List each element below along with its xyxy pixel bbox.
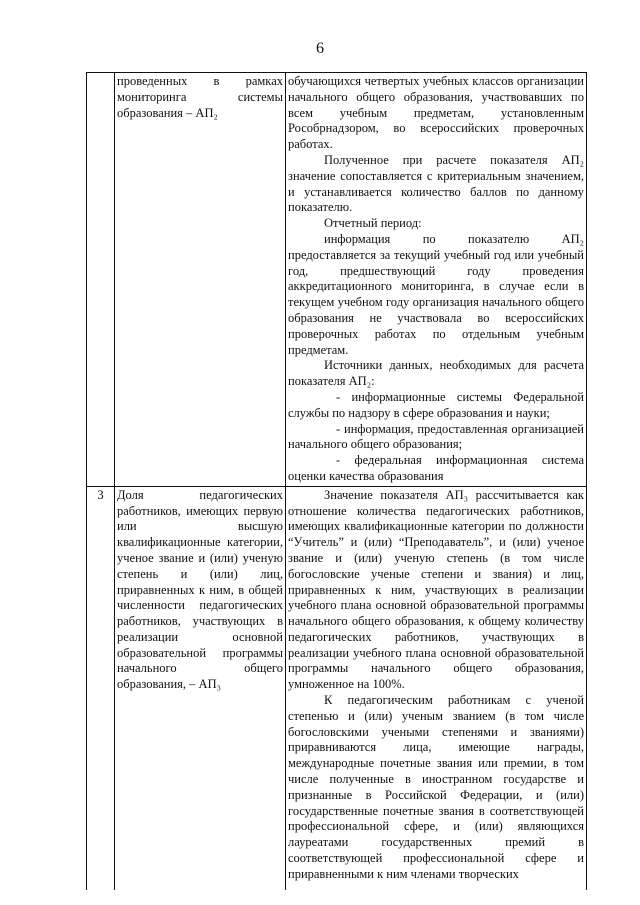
- list-item: - информация, предоставленная организацией начального общего образования;: [288, 421, 584, 452]
- row-number: [87, 73, 115, 487]
- paragraph: информация по показателю АП₂ предоставляется за текущий учебный год или учебный год, предшествующий году проведения аккредитационного мониторинга, в случае если в текущем учебном году организация начального общего образования не участвовала во всероссийских проверочных работах по отдельным учебным предметам.: [288, 231, 584, 357]
- indicator-description: [286, 486, 587, 890]
- page-number: 6: [316, 40, 324, 57]
- list-item: - федеральная информационная система оценки качества образования: [288, 453, 584, 483]
- indicator-name: Доля педагогических работников, имеющих первую или высшую квалификационные категории, ученое звание и (или) ученую степень и (или) лиц, приравненных к ним, в общей численности педагогических работников, участвующих в реализации основной образовательной программы начального общего образования, – АП₃: [115, 486, 286, 890]
- indicator-description: [286, 73, 587, 487]
- row-number: 3: [87, 486, 115, 890]
- indicator-name: проведенных в рамках мониторинга системы образования – АП₂: [115, 73, 286, 487]
- table-row: [87, 486, 587, 890]
- paragraph: обучающихся четвертых учебных классов организации начального общего образования, участвовавших по всем учебным предметам, установленным Рособрнадзором, во всероссийских проверочных работах.: [288, 74, 584, 152]
- table-row: [87, 73, 587, 487]
- indicators-table: [86, 72, 587, 890]
- paragraph: Полученное при расчете показателя АП₂ значение сопоставляется с критериальным значением, и устанавливается количество баллов по данному показателю.: [288, 152, 584, 215]
- list-item: - информационные системы Федеральной службы по надзору в сфере образования и науки;: [288, 389, 584, 420]
- paragraph: Отчетный период:: [324, 216, 422, 231]
- paragraph: Источники данных, необходимых для расчета показателя АП₂:: [288, 358, 584, 389]
- paragraph: Значение показателя АП₃ рассчитывается как отношение количества педагогических работников, имеющих квалификационные категории по должности “Учитель” и (или) “Преподаватель”, и (или) ученое звание и (или) ученую степень (в том числе богословские ученые степени и звания) и лиц, приравненных к ним, участвующих в реализации учебного плана основной образовательной программы начального общего образования, к общему количеству педагогических работников, участвующих в реализации учебного плана основной образовательной программы начального общего образования, умноженное на 100%.: [288, 487, 584, 692]
- paragraph: К педагогическим работникам с ученой степенью и (или) ученым званием (в том числе богословскими учеными степенями и званиями) приравниваются лица, имеющие награды, международные почетные звания или премии, в том числе полученные в иностранном государстве и признанные в Российской Федерации, и (или) государственные почетные звания в соответствующей профессиональной сфере, и (или) являющихся лауреатами государственных премий в соответствующей профессиональной сфере и приравненными к ним членами творческих: [288, 693, 584, 881]
